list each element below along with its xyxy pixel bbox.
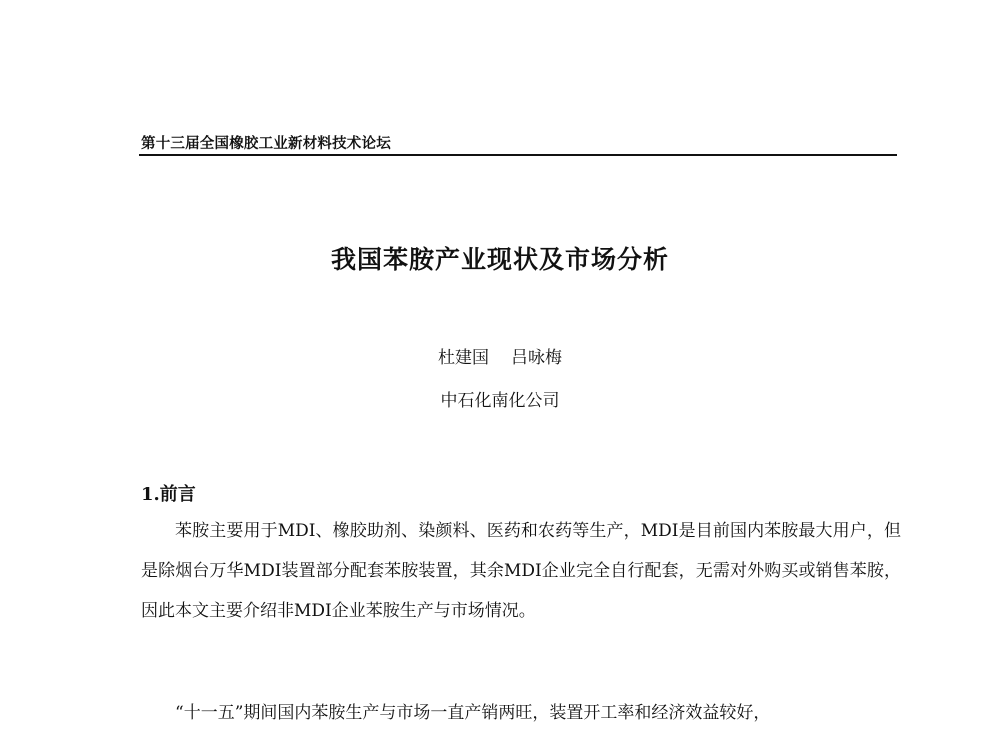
body-paragraph: “十一五”期间国内苯胺生产与市场一直产销两旺，装置开工率和经济效益较好， <box>175 703 771 723</box>
paper-title: 我国苯胺产业现状及市场分析 <box>330 245 669 274</box>
author-name: 吕咏梅 <box>511 348 562 368</box>
section-heading: 1.前言 <box>141 484 196 505</box>
body-paragraph: 苯胺主要用于MDI、橡胶助剂、染颜料、医药和农药等生产，MDI是目前国内苯胺最大用户，但是除烟台万华MDI装置部分配套苯胺装置，其余MDI企业完全自行配套，无需对外购买或销售苯胺，因此本文主要介绍非MDI企业苯胺生产与市场情况。 <box>141 521 901 621</box>
conference-running-header: 第十三届全国橡胶工业新材料技术论坛 <box>141 136 391 152</box>
author-list <box>0 343 1000 368</box>
header-rule-divider <box>139 154 897 156</box>
author-name: 杜建国 <box>438 348 489 368</box>
author-affiliation: 中石化南化公司 <box>440 391 560 411</box>
